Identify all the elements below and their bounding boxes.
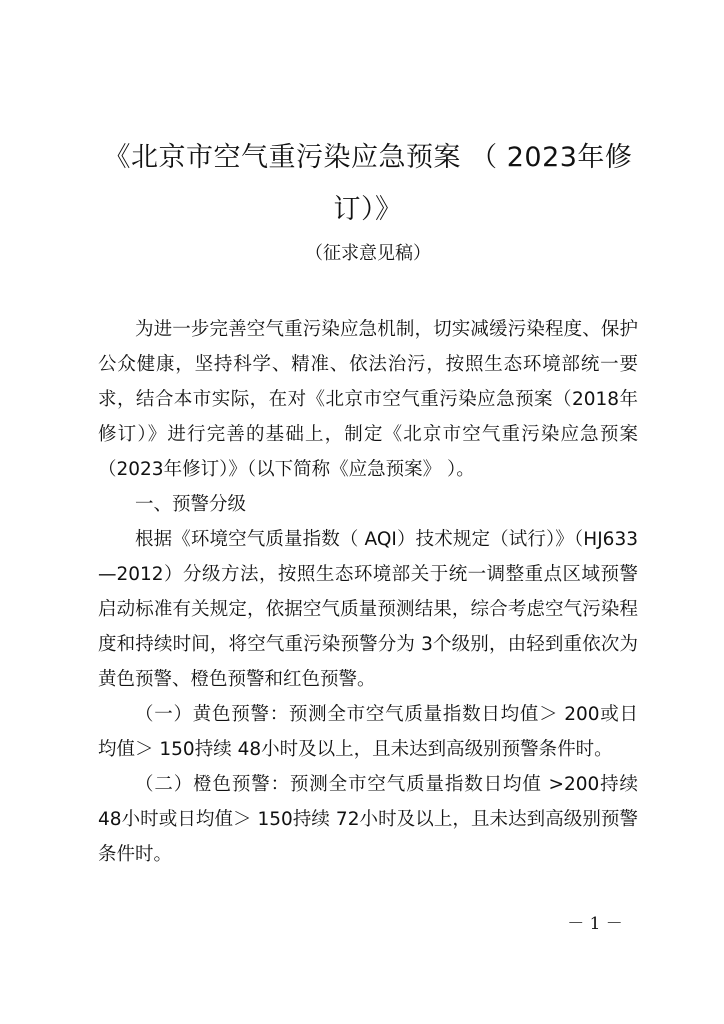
document-title-line1: 《北京市空气重污染应急预案 （ 2023年修 [103,142,633,173]
document-body [98,312,638,872]
warning-levels-paragraph: 根据《环境空气质量指数（ AQI）技术规定（试行）》（HJ633—2012）分级方法，按照生态环境部关于统一调整重点区域预警启动标准有关规定，依据空气质量预测结果，综合考虑空气污染程度和持续时间，将空气重污染预警分为 3个级别，由轻到重依次为黄色预警、橙色预警和红色预警。 [98,529,638,690]
document-title-line2: 订）》 [333,194,403,225]
yellow-warning-paragraph: （一）黄色预警：预测全市空气质量指数日均值＞ 200或日均值＞ 150持续 48小时及以上，且未达到高级别预警条件时。 [98,704,638,760]
page-number: － 1 － [567,914,623,934]
orange-warning-paragraph: （二）橙色预警：预测全市空气质量指数日均值 >200持续 48小时或日均值＞ 150持续 72小时及以上，且未达到高级别预警条件时。 [98,774,638,865]
section-heading-warning-levels: 一、预警分级 [135,494,247,515]
document-subtitle: （征求意见稿） [305,243,431,264]
intro-paragraph: 为进一步完善空气重污染应急机制，切实减缓污染程度、保护公众健康，坚持科学、精准、依法治污，按照生态环境部统一要求，结合本市实际，在对《北京市空气重污染应急预案（2018年修订）》进行完善的基础上，制定《北京市空气重污染应急预案（2023年修订）》（以下简称《应急预案》 ）。 [98,319,638,480]
